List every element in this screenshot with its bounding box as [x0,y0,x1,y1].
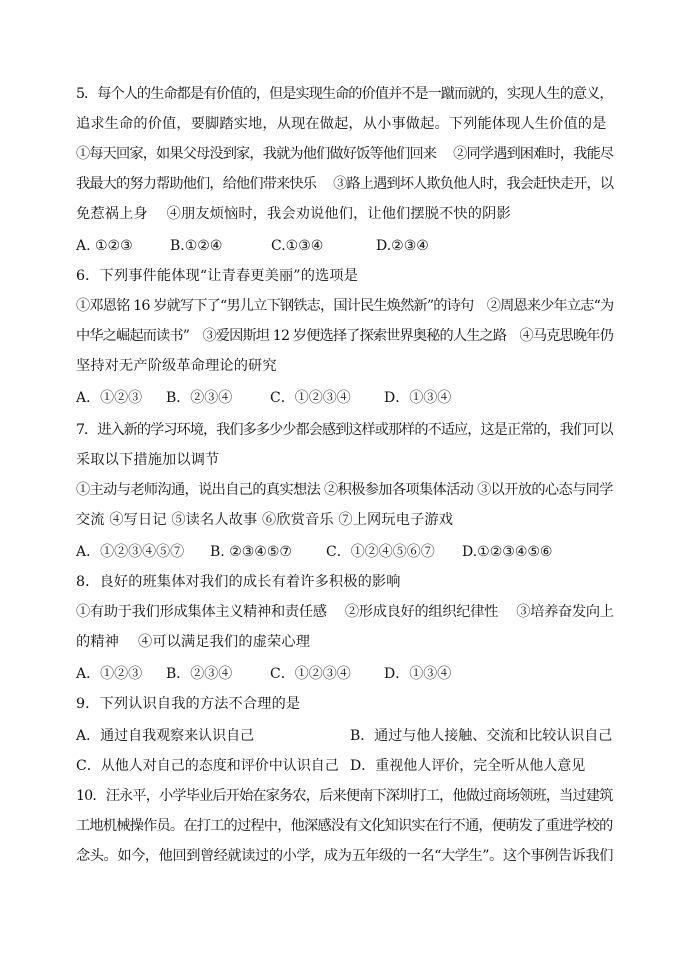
q5-stem-line-2: 追求生命的价值，要脚踏实地，从现在做起，从小事做起。下列能体现人生价值的是 [76,116,607,132]
q10-line-2: 工地机械操作员。在打工的过程中，他深感没有文化知识实在行不通，便萌发了重进学校的 [76,818,613,834]
q8-option-a: A．①②③ [76,666,143,682]
q5-option-d: D.②③④ [376,238,429,254]
q9-option-d: D．重视他人评价，完全听从他人意见 [350,758,586,774]
q7-option-d: D.①②③④⑤⑥ [462,544,553,560]
q5-body-line-3: 免惹祸上身 ④朋友烦恼时，我会劝说他们，让他们摆脱不快的阴影 [76,206,511,222]
q5-stem-line-1: 5．每个人的生命都是有价值的，但是实现生命的价值并不是一蹴而就的，实现人生的意义， [76,86,613,102]
q5-body-line-2: 我最大的努力帮助他们，给他们带来快乐 ③路上遇到坏人欺负他人时，我会赶快走开，以 [76,176,614,192]
q8-option-b: B．②③④ [166,666,233,682]
q6-option-a: A．①②③ [76,390,143,406]
q9-option-c: C．从他人对自己的态度和评价中认识自己 [76,758,339,774]
q7-body-line-2: 交流 ④写日记 ⑤读名人故事 ⑥欣赏音乐 ⑦上网玩电子游戏 [76,512,454,528]
q8-option-c: C．①②③④ [270,666,351,682]
q6-stem: 6．下列事件能体现“让青春更美丽”的选项是 [76,268,359,284]
q7-body-line-1: ①主动与老师沟通，说出自己的真实想法 ②积极参加各项集体活动 ③以开放的心态与同学 [76,482,613,498]
q6-option-b: B．②③④ [166,390,233,406]
q5-option-a: A. ①②③ [76,238,133,254]
q8-body-line-2: 的精神 ④可以满足我们的虚荣心理 [76,634,311,650]
q9-option-b: B．通过与他人接触、交流和比较认识自己 [350,728,613,744]
q10-line-1: 10．汪永平，小学毕业后开始在家务农，后来便南下深圳打工，他做过商场领班，当过建筑 [76,788,613,804]
q5-option-c: C.①③④ [271,238,324,254]
q7-option-a: A．①②③④⑤⑦ [76,544,185,560]
q9-stem: 9．下列认识自我的方法不合理的是 [76,696,301,712]
q6-option-c: C．①②③④ [270,390,351,406]
q7-stem-line-1: 7．进入新的学习环境，我们多多少少都会感到这样或那样的不适应，这是正常的，我们可以 [76,422,613,438]
q10-line-3: 念头。如今，他回到曾经就读过的小学，成为五年级的一名“大学生”。这个事例告诉我们 [76,848,614,864]
q7-option-b: B. ②③④⑤⑦ [210,544,292,560]
q9-option-a: A．通过自我观察来认识自己 [76,728,255,744]
q5-option-b: B.①②④ [170,238,223,254]
q6-body-line-1: ①邓恩铭 16 岁就写下了“男儿立下钢铁志，国计民生焕然新”的诗句 ②周恩来少年立志“为 [76,298,614,314]
q8-stem: 8．良好的班集体对我们的成长有着许多积极的影响 [76,574,401,590]
q8-body-line-1: ①有助于我们形成集体主义精神和责任感 ②形成良好的组织纪律性 ③培养奋发向上 [76,604,614,620]
q7-option-c: C．①②④⑤⑥⑦ [326,544,435,560]
q8-option-d: D．①③④ [384,666,452,682]
q6-option-d: D．①③④ [384,390,452,406]
q6-body-line-2: 中华之崛起而读书” ③爱因斯坦 12 岁便选择了探索世界奥秘的人生之路 ④马克思晚年仍 [76,328,613,344]
q6-body-line-3: 坚持对无产阶级革命理论的研究 [76,358,277,374]
q5-body-line-1: ①每天回家，如果父母没到家，我就为他们做好饭等他们回来 ②同学遇到困难时，我能尽 [76,146,614,162]
q7-stem-line-2: 采取以下措施加以调节 [76,452,220,468]
